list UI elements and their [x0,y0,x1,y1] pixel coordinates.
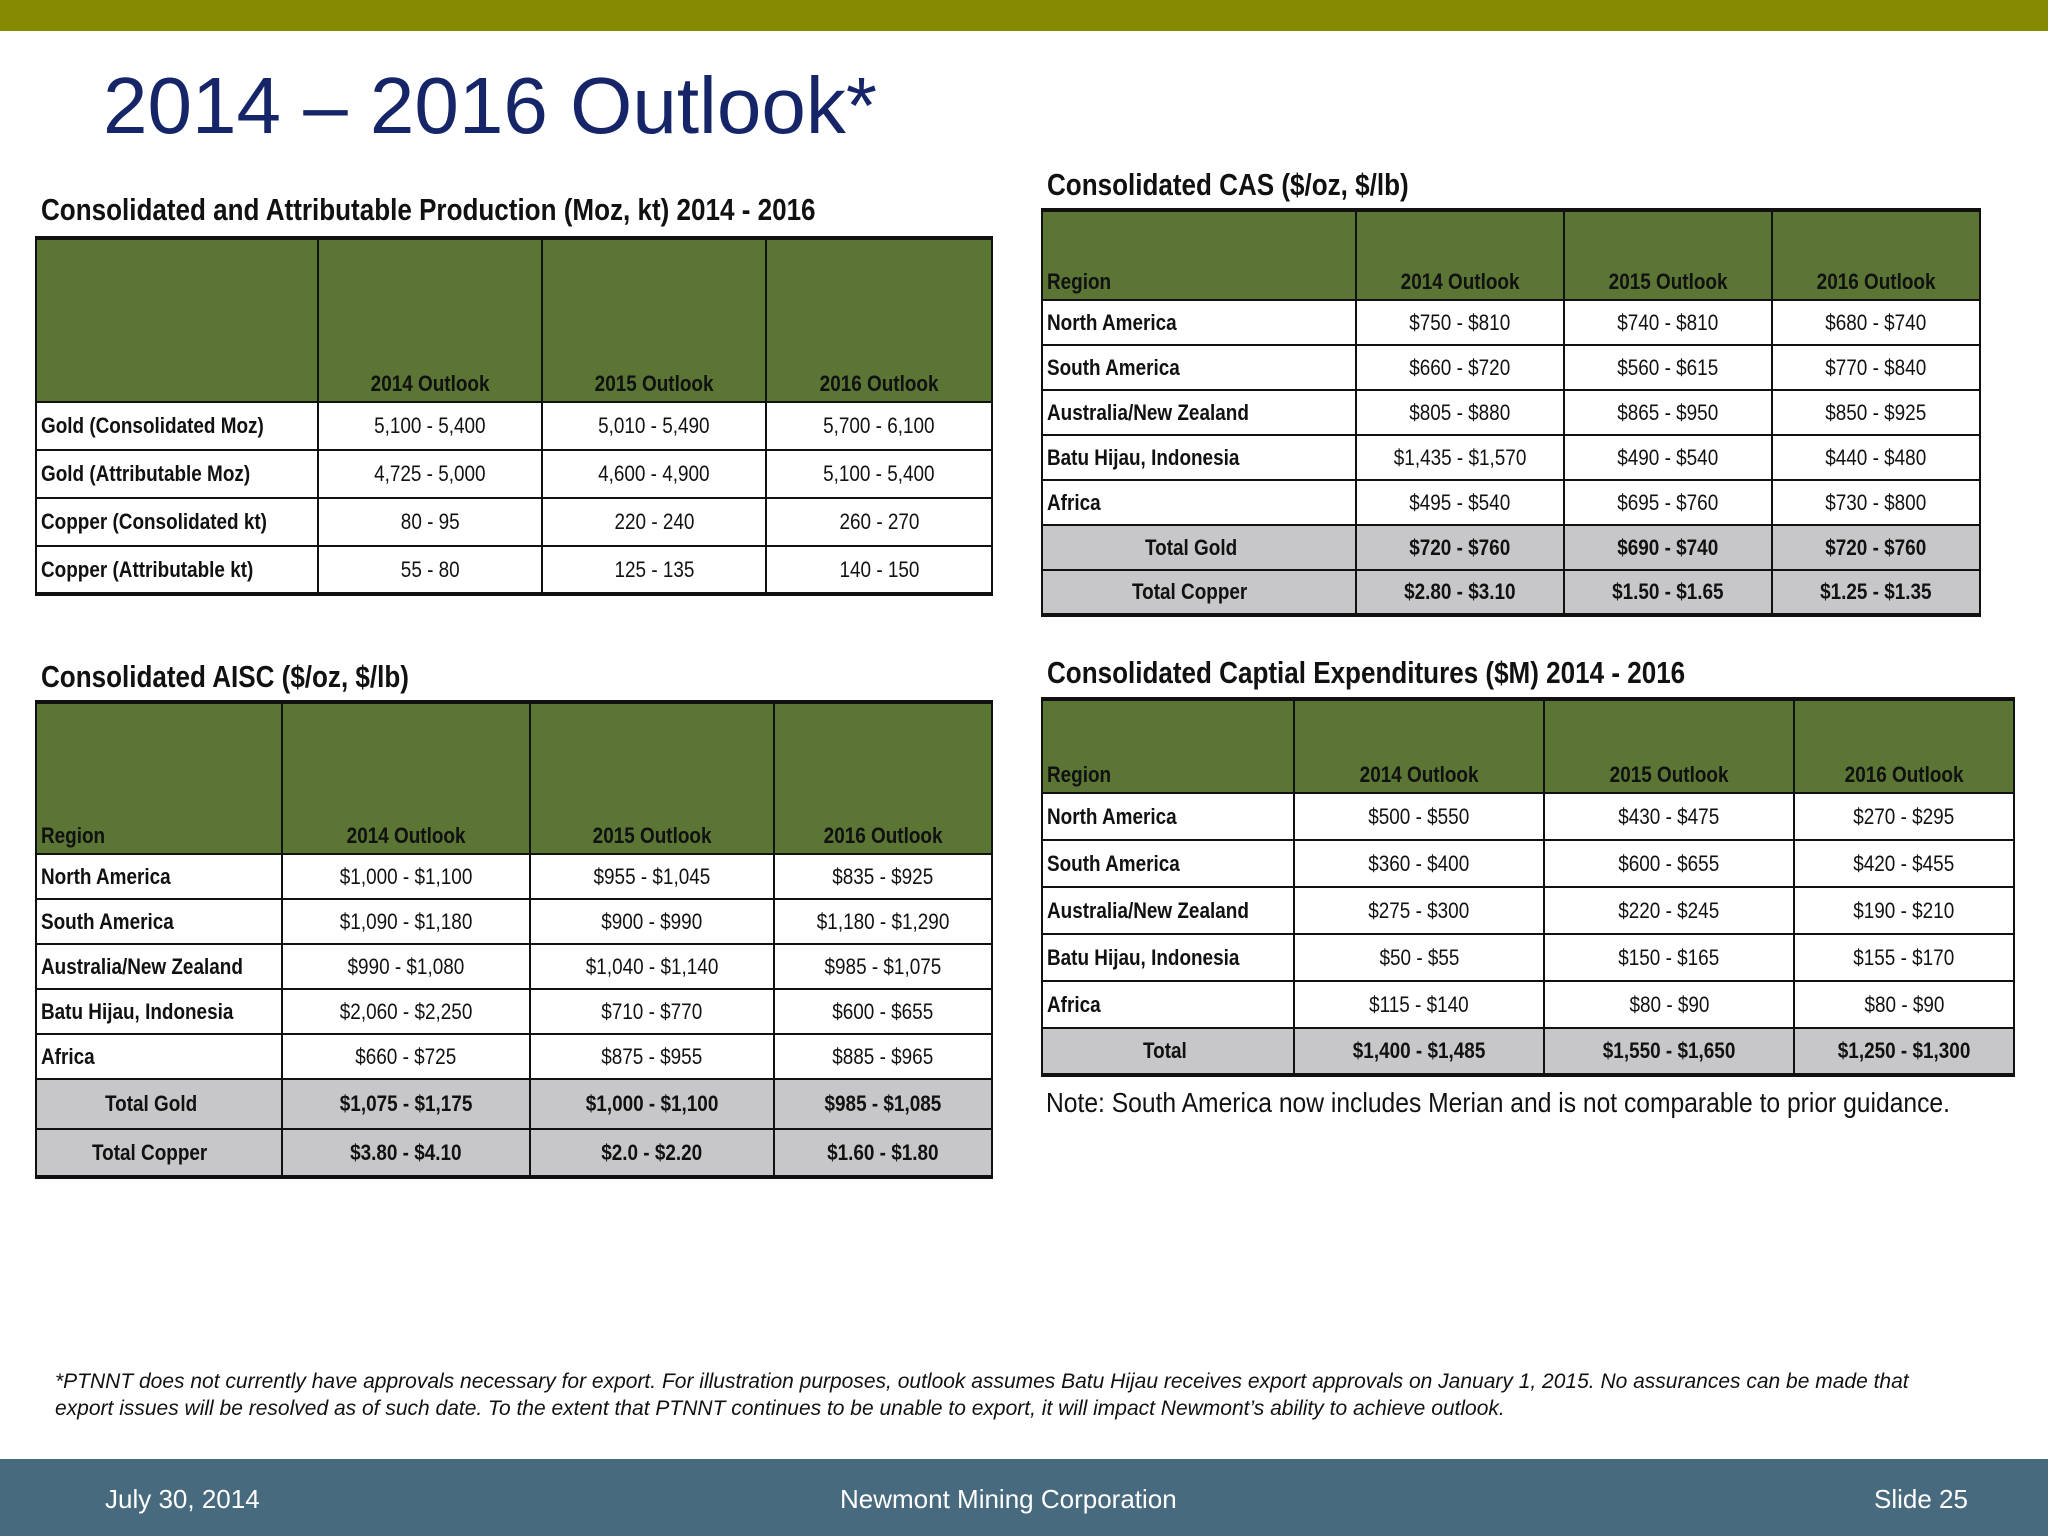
cell: 5,010 - 5,490 [542,402,766,450]
cell: $190 - $210 [1794,887,2014,934]
production-header-2014: 2014 Outlook [318,238,542,402]
footer-date: July 30, 2014 [105,1484,260,1514]
table-row [36,498,992,546]
row-label: North America [1042,300,1356,345]
row-label: Africa [36,1034,282,1079]
cell: $1.25 - $1.35 [1772,570,1980,615]
capex-header-2016: 2016 Outlook [1794,699,2014,793]
capex-note: Note: South America now includes Merian and is not comparable to prior guidance. [1046,1087,1950,1118]
cell: $1,000 - $1,100 [282,854,530,899]
cell: $490 - $540 [1564,435,1772,480]
cell: $420 - $455 [1794,840,2014,887]
row-label: Total Gold [1042,525,1356,570]
row-label: Australia/New Zealand [1042,887,1294,934]
production-header-2016: 2016 Outlook [766,238,992,402]
row-label: South America [36,899,282,944]
cell: $1,400 - $1,485 [1294,1028,1544,1075]
capex-table-title: Consolidated Captial Expenditures ($M) 2014 - 2016 [1047,655,1686,690]
cas-header-2016: 2016 Outlook [1772,210,1980,300]
total-row [36,1129,992,1177]
cell: $600 - $655 [1544,840,1794,887]
cell: $80 - $90 [1794,981,2014,1028]
cell: $985 - $1,085 [774,1079,992,1129]
production-table [35,236,993,596]
footer-bar [0,1459,2048,1536]
cell: $600 - $655 [774,989,992,1034]
cell: $900 - $990 [530,899,774,944]
row-label: Australia/New Zealand [36,944,282,989]
production-header-2015: 2015 Outlook [542,238,766,402]
cell: $115 - $140 [1294,981,1544,1028]
table-row [1042,793,2014,840]
cell: $695 - $760 [1564,480,1772,525]
cell: $875 - $955 [530,1034,774,1079]
table-row [1042,981,2014,1028]
cell: $990 - $1,080 [282,944,530,989]
cell: $1,550 - $1,650 [1544,1028,1794,1075]
capex-header-2015: 2015 Outlook [1544,699,1794,793]
cell: 5,100 - 5,400 [766,450,992,498]
cell: $720 - $760 [1772,525,1980,570]
aisc-header-2014: 2014 Outlook [282,702,530,854]
cell: $680 - $740 [1772,300,1980,345]
table-row [1042,300,1980,345]
cell: $150 - $165 [1544,934,1794,981]
table-row [36,402,992,450]
cell: $1,000 - $1,100 [530,1079,774,1129]
capex-table [1041,697,2015,1077]
aisc-header-2015: 2015 Outlook [530,702,774,854]
cell: $865 - $950 [1564,390,1772,435]
aisc-table [35,700,993,1179]
table-row [36,989,992,1034]
table-row [36,546,992,594]
cell: $80 - $90 [1544,981,1794,1028]
cell: $360 - $400 [1294,840,1544,887]
aisc-table-title: Consolidated AISC ($/oz, $/lb) [41,659,409,694]
cell: $660 - $725 [282,1034,530,1079]
cell: $1.50 - $1.65 [1564,570,1772,615]
cell: $885 - $965 [774,1034,992,1079]
table-row [36,1034,992,1079]
row-label: Total Copper [36,1129,282,1177]
row-label: Batu Hijau, Indonesia [1042,934,1294,981]
row-label: Australia/New Zealand [1042,390,1356,435]
table-row [1042,390,1980,435]
cell: $690 - $740 [1564,525,1772,570]
total-row [1042,525,1980,570]
cell: $710 - $770 [530,989,774,1034]
row-label: Batu Hijau, Indonesia [1042,435,1356,480]
footer-slide-number: Slide 25 [1874,1484,1968,1514]
table-row [1042,345,1980,390]
row-label: North America [36,854,282,899]
cell: $1,040 - $1,140 [530,944,774,989]
row-label: Total Gold [36,1079,282,1129]
cell: $720 - $760 [1356,525,1564,570]
table-row [1042,887,2014,934]
cell: $500 - $550 [1294,793,1544,840]
cell: $275 - $300 [1294,887,1544,934]
cell: $440 - $480 [1772,435,1980,480]
export-footnote: *PTNNT does not currently have approvals necessary for export. For illustration purposes, outlook assumes Batu Hijau receives export approvals on January 1, 2015. No assurances can be made that export issues will be resolved as of such date. To the extent that PTNNT continues to be unable to export, it will impact Newmont’s ability to achieve outlook. [55,1370,1909,1420]
row-label: Africa [1042,480,1356,525]
cell: $805 - $880 [1356,390,1564,435]
table-row [36,944,992,989]
total-row [1042,1028,2014,1075]
table-row [1042,435,1980,480]
cell: $985 - $1,075 [774,944,992,989]
cell: $730 - $800 [1772,480,1980,525]
row-label: Africa [1042,981,1294,1028]
cell: $1,250 - $1,300 [1794,1028,2014,1075]
row-label: North America [1042,793,1294,840]
cell: 4,600 - 4,900 [542,450,766,498]
table-row [1042,840,2014,887]
cell: $660 - $720 [1356,345,1564,390]
cell: $1,180 - $1,290 [774,899,992,944]
production-table-title: Consolidated and Attributable Production (Moz, kt) 2014 - 2016 [41,192,816,227]
table-row [36,854,992,899]
cell: $835 - $925 [774,854,992,899]
footer-company: Newmont Mining Corporation [840,1484,1177,1514]
cell: $1.60 - $1.80 [774,1129,992,1177]
cell: 260 - 270 [766,498,992,546]
table-row [36,450,992,498]
cell: $220 - $245 [1544,887,1794,934]
row-label: Total [1042,1028,1294,1075]
table-row [1042,934,2014,981]
cell: $1,435 - $1,570 [1356,435,1564,480]
cell: $50 - $55 [1294,934,1544,981]
total-row [1042,570,1980,615]
capex-header-region: Region [1042,699,1294,793]
production-header-blank [36,238,318,402]
cell: $955 - $1,045 [530,854,774,899]
cell: $750 - $810 [1356,300,1564,345]
top-accent-bar [0,0,2048,31]
cas-table [1041,208,1981,617]
cell: 140 - 150 [766,546,992,594]
table-row [36,899,992,944]
cell: $270 - $295 [1794,793,2014,840]
cell: $2,060 - $2,250 [282,989,530,1034]
cell: 4,725 - 5,000 [318,450,542,498]
cas-header-2014: 2014 Outlook [1356,210,1564,300]
row-label: Copper (Consolidated kt) [36,498,318,546]
cell: 220 - 240 [542,498,766,546]
cell: $850 - $925 [1772,390,1980,435]
aisc-header-2016: 2016 Outlook [774,702,992,854]
cell: $740 - $810 [1564,300,1772,345]
cas-header-region: Region [1042,210,1356,300]
cell: $430 - $475 [1544,793,1794,840]
cas-header-2015: 2015 Outlook [1564,210,1772,300]
cell: $1,075 - $1,175 [282,1079,530,1129]
cell: $770 - $840 [1772,345,1980,390]
cell: 80 - 95 [318,498,542,546]
cell: 125 - 135 [542,546,766,594]
row-label: South America [1042,840,1294,887]
row-label: Copper (Attributable kt) [36,546,318,594]
cell: $2.80 - $3.10 [1356,570,1564,615]
cell: 5,700 - 6,100 [766,402,992,450]
slide-title: 2014 – 2016 Outlook* [103,61,877,150]
total-row [36,1079,992,1129]
cell: $2.0 - $2.20 [530,1129,774,1177]
row-label: Gold (Attributable Moz) [36,450,318,498]
cell: $495 - $540 [1356,480,1564,525]
capex-header-2014: 2014 Outlook [1294,699,1544,793]
cell: 55 - 80 [318,546,542,594]
row-label: South America [1042,345,1356,390]
cell: $560 - $615 [1564,345,1772,390]
cell: 5,100 - 5,400 [318,402,542,450]
row-label: Batu Hijau, Indonesia [36,989,282,1034]
cas-table-title: Consolidated CAS ($/oz, $/lb) [1047,167,1409,202]
cell: $1,090 - $1,180 [282,899,530,944]
cell: $155 - $170 [1794,934,2014,981]
aisc-header-region: Region [36,702,282,854]
row-label: Total Copper [1042,570,1356,615]
cell: $3.80 - $4.10 [282,1129,530,1177]
row-label: Gold (Consolidated Moz) [36,402,318,450]
table-row [1042,480,1980,525]
